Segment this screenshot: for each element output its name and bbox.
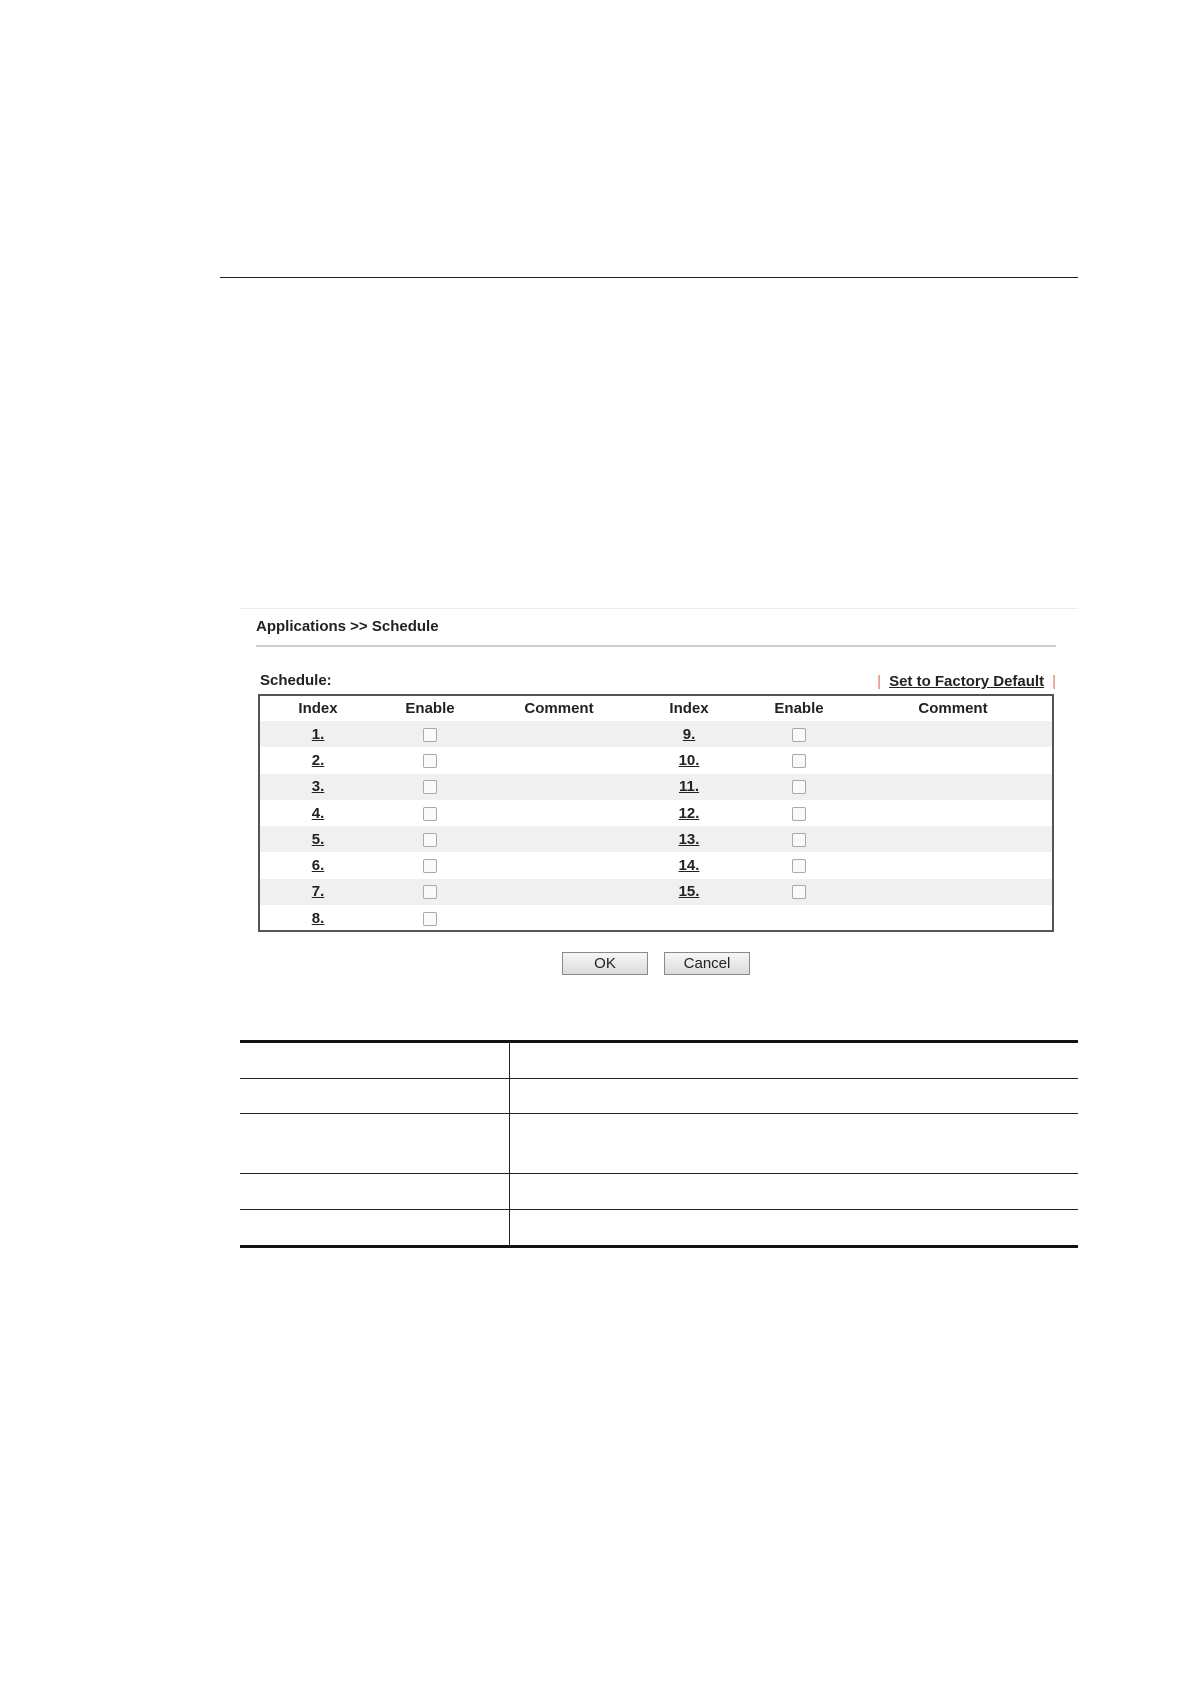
table-cell — [510, 1174, 1079, 1210]
enable-checkbox[interactable] — [792, 859, 806, 873]
schedule-index-link[interactable]: 14. — [678, 857, 700, 875]
enable-checkbox[interactable] — [792, 833, 806, 847]
ok-button[interactable]: OK — [562, 952, 648, 975]
table-row — [260, 721, 1052, 747]
separator-right: | — [1052, 673, 1056, 690]
schedule-index-link[interactable]: 2. — [311, 751, 325, 769]
schedule-label: Schedule: — [260, 672, 332, 689]
table-cell — [240, 1079, 510, 1114]
factory-default-wrapper — [869, 673, 1056, 690]
enable-checkbox[interactable] — [423, 728, 437, 742]
enable-cell — [744, 905, 854, 931]
column-header-comment: Comment — [524, 700, 594, 717]
schedule-index-link[interactable]: 15. — [678, 883, 700, 901]
table-row — [240, 1114, 1078, 1174]
index-cell — [260, 747, 376, 773]
index-cell — [634, 774, 744, 800]
index-cell — [634, 879, 744, 905]
schedule-index-link[interactable]: 3. — [311, 778, 325, 796]
table-row — [260, 905, 1052, 931]
table-row — [240, 1174, 1078, 1210]
enable-cell — [744, 826, 854, 852]
schedule-index-link[interactable]: 4. — [311, 804, 325, 822]
set-factory-default-link[interactable]: Set to Factory Default — [889, 673, 1045, 690]
schedule-index-link[interactable]: 11. — [678, 778, 700, 796]
schedule-index-link[interactable]: 10. — [678, 751, 700, 769]
index-cell — [260, 879, 376, 905]
column-header-enable: Enable — [405, 700, 455, 717]
schedule-index-link[interactable]: 8. — [311, 909, 325, 927]
breadcrumb-divider — [256, 645, 1056, 647]
schedule-index-link[interactable]: 5. — [311, 830, 325, 848]
table-row — [240, 1079, 1078, 1114]
panel-top-border — [240, 608, 1078, 609]
table-cell — [240, 1210, 510, 1247]
schedule-table-box — [258, 694, 1054, 932]
enable-cell — [376, 721, 484, 747]
schedule-index-link[interactable]: 1. — [311, 725, 325, 743]
schedule-index-link[interactable]: 13. — [678, 830, 700, 848]
comment-cell — [854, 879, 1052, 905]
table-cell — [510, 1079, 1079, 1114]
enable-cell — [376, 905, 484, 931]
schedule-index-link[interactable]: 9. — [682, 725, 696, 743]
table-cell — [510, 1210, 1079, 1247]
comment-cell — [484, 800, 634, 826]
enable-cell — [376, 826, 484, 852]
enable-cell — [744, 800, 854, 826]
enable-cell — [744, 747, 854, 773]
enable-cell — [376, 800, 484, 826]
table-cell — [510, 1114, 1079, 1174]
comment-cell — [484, 826, 634, 852]
enable-checkbox[interactable] — [792, 780, 806, 794]
enable-checkbox[interactable] — [423, 833, 437, 847]
enable-checkbox[interactable] — [423, 780, 437, 794]
table-row — [260, 800, 1052, 826]
enable-checkbox[interactable] — [792, 807, 806, 821]
table-row — [260, 826, 1052, 852]
column-header-index: Index — [669, 700, 709, 717]
enable-cell — [744, 721, 854, 747]
enable-cell — [376, 747, 484, 773]
enable-checkbox[interactable] — [792, 754, 806, 768]
enable-cell — [744, 774, 854, 800]
page-divider — [220, 277, 1078, 278]
enable-checkbox[interactable] — [423, 754, 437, 768]
schedule-index-link[interactable]: 6. — [311, 857, 325, 875]
enable-checkbox[interactable] — [792, 728, 806, 742]
comment-cell — [854, 905, 1052, 931]
schedule-panel — [240, 608, 1078, 980]
column-header-enable: Enable — [774, 700, 824, 717]
column-header-index: Index — [298, 700, 338, 717]
index-cell — [634, 721, 744, 747]
cancel-button[interactable]: Cancel — [664, 952, 750, 975]
comment-cell — [854, 721, 1052, 747]
enable-cell — [744, 852, 854, 878]
enable-cell — [376, 774, 484, 800]
enable-checkbox[interactable] — [423, 912, 437, 926]
comment-cell — [484, 774, 634, 800]
index-cell — [634, 826, 744, 852]
table-cell — [240, 1114, 510, 1174]
comment-cell — [484, 747, 634, 773]
column-header-comment: Comment — [918, 700, 988, 717]
index-cell — [634, 905, 744, 931]
index-cell — [260, 905, 376, 931]
index-cell — [634, 852, 744, 878]
table-cell — [240, 1042, 510, 1079]
schedule-table — [260, 696, 1052, 931]
enable-cell — [376, 879, 484, 905]
comment-cell — [484, 905, 634, 931]
table-row — [240, 1042, 1078, 1079]
schedule-index-link[interactable]: 7. — [311, 883, 325, 901]
enable-checkbox[interactable] — [423, 807, 437, 821]
table-cell — [510, 1042, 1079, 1079]
table-row — [240, 1210, 1078, 1247]
index-cell — [634, 747, 744, 773]
comment-cell — [484, 879, 634, 905]
comment-cell — [854, 852, 1052, 878]
breadcrumb: Applications >> Schedule — [256, 618, 439, 635]
comment-cell — [854, 774, 1052, 800]
index-cell — [260, 800, 376, 826]
comment-cell — [854, 747, 1052, 773]
enable-checkbox[interactable] — [792, 885, 806, 899]
table-row — [260, 879, 1052, 905]
table-row — [260, 747, 1052, 773]
table-row — [260, 774, 1052, 800]
index-cell — [260, 826, 376, 852]
index-cell — [634, 800, 744, 826]
comment-cell — [854, 800, 1052, 826]
table-cell — [240, 1174, 510, 1210]
comment-cell — [854, 826, 1052, 852]
table-header-row — [260, 696, 1052, 721]
enable-cell — [744, 879, 854, 905]
comment-cell — [484, 852, 634, 878]
schedule-index-link[interactable]: 12. — [678, 804, 700, 822]
enable-cell — [376, 852, 484, 878]
enable-checkbox[interactable] — [423, 859, 437, 873]
separator-left: | — [877, 673, 882, 690]
enable-checkbox[interactable] — [423, 885, 437, 899]
index-cell — [260, 774, 376, 800]
index-cell — [260, 852, 376, 878]
description-table — [240, 1040, 1078, 1248]
table-row — [260, 852, 1052, 878]
index-cell — [260, 721, 376, 747]
comment-cell — [484, 721, 634, 747]
